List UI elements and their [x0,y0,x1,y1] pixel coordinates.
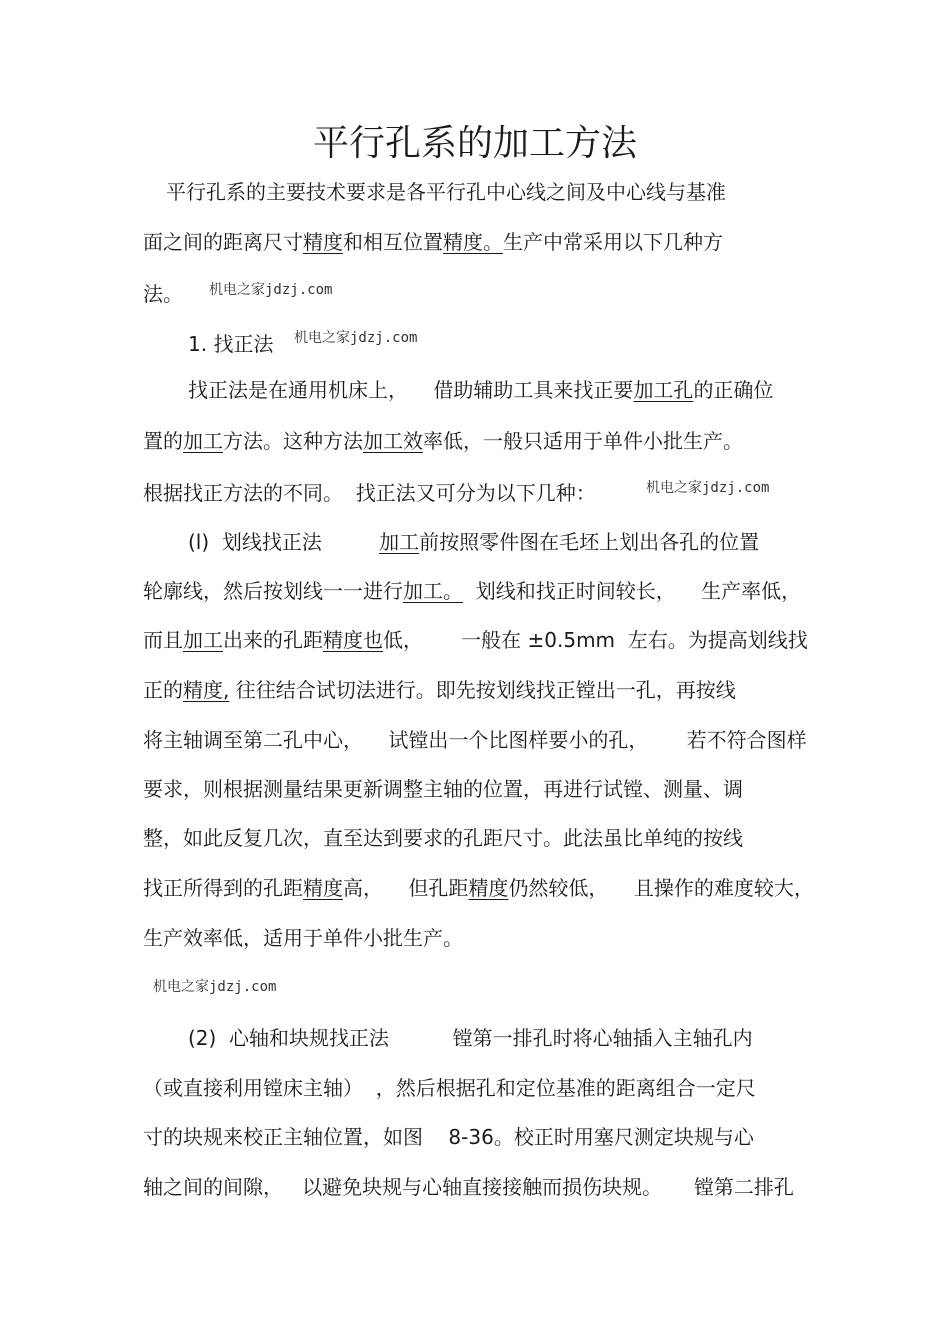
paragraph-line [188,530,759,554]
section-heading: 1. 找正法 [188,332,274,356]
underlined-link[interactable]: 加工效 [363,429,423,453]
text-span: 仍然较低， 且操作的难度较大， [508,876,814,900]
paragraph-line: 法。 [143,282,183,306]
paragraph-line: 平行孔系的主要技术要求是各平行孔中心线之间及中心线与基准 [166,180,726,204]
paragraph-line: 将主轴调至第二孔中心， 试镗出一个比图样要小的孔， 若不符合图样 [143,728,807,752]
underlined-link[interactable]: 加工 [183,628,223,652]
text-span: 前按照零件图在毛坯上划出各孔的位置 [419,530,760,554]
paragraph-line [143,876,814,900]
paragraph-line: 寸的块规来校正主轴位置，如图 8-36。校正时用塞尺测定块规与心 [143,1125,754,1149]
text-span: 率低，一般只适用于单件小批生产。 [423,429,743,453]
underlined-link[interactable]: 加工 [183,429,223,453]
paragraph-line [143,429,743,453]
underlined-link[interactable]: 加工 [379,530,420,554]
watermark: 机电之家jdzj.com [209,282,333,298]
paragraph-line: 要求，则根据测量结果更新调整主轴的位置，再进行试镗、测量、调 [143,777,743,801]
paragraph-line: 轴之间的间隙， 以避免块规与心轴直接接触而损伤块规。 镗第二排孔 [143,1175,794,1199]
text-span: 面之间的距离尺寸 [143,230,303,254]
text-span: 的正确位 [693,378,774,402]
text-span: 和相互位置 [343,230,443,254]
paragraph-line [143,230,723,254]
paragraph-line: 整，如此反复几次，直至达到要求的孔距尺寸。此法虽比单纯的按线 [143,826,743,850]
text-span: 出来的孔距 [223,628,323,652]
paragraph-line [143,579,801,603]
text-span: 正的 [143,678,183,702]
page-title: 平行孔系的加工方法 [312,123,637,164]
paragraph-line: (2) 心轴和块规找正法 镗第一排孔时将心轴插入主轴孔内 [188,1026,753,1050]
text-span: 高， 但孔距 [343,876,469,900]
text-span: 生产中常采用以下几种方 [503,230,723,254]
underlined-link[interactable]: 加工。 [403,579,463,603]
text-span: 找正所得到的孔距 [143,876,303,900]
text-span: 找正法是在通用机床上， 借助辅助工具来找正要 [188,378,634,402]
watermark: 机电之家jdzj.com [646,480,770,496]
underlined-link[interactable]: 精度 [468,876,509,900]
text-span: 轮廓线，然后按划线一一进行 [143,579,403,603]
text-span: (l) 划线找正法 [188,530,380,554]
text-span: 低， 一般在 ±0.5mm 左右。为提高划线找 [383,628,808,652]
paragraph-line: 生产效率低，适用于单件小批生产。 [143,926,463,950]
paragraph-line: 根据找正方法的不同。 找正法又可分为以下几种： [143,481,596,505]
text-span: 而且 [143,628,183,652]
paragraph-line [188,378,773,402]
paragraph-line [143,678,736,702]
text-span: 往往结合试切法进行。即先按划线找正镗出一孔，再按线 [229,678,736,702]
text-span: 划线和找正时间较长， 生产率低， [463,579,802,603]
paragraph-line: （或直接利用镗床主轴） ，然后根据孔和定位基准的距离组合一定尺 [143,1076,756,1100]
text-span: 置的 [143,429,183,453]
watermark: 机电之家jdzj.com [153,979,277,995]
text-span: 方法。这种方法 [223,429,363,453]
underlined-link[interactable]: 精度。 [443,230,503,254]
underlined-link[interactable]: 精度 [303,230,343,254]
underlined-link[interactable]: 精度 [303,876,343,900]
paragraph-line [143,628,808,652]
underlined-link[interactable]: 加工孔 [633,378,694,402]
underlined-link[interactable]: 精度, [183,678,230,702]
watermark: 机电之家jdzj.com [294,330,418,346]
underlined-link[interactable]: 精度也 [323,628,383,652]
